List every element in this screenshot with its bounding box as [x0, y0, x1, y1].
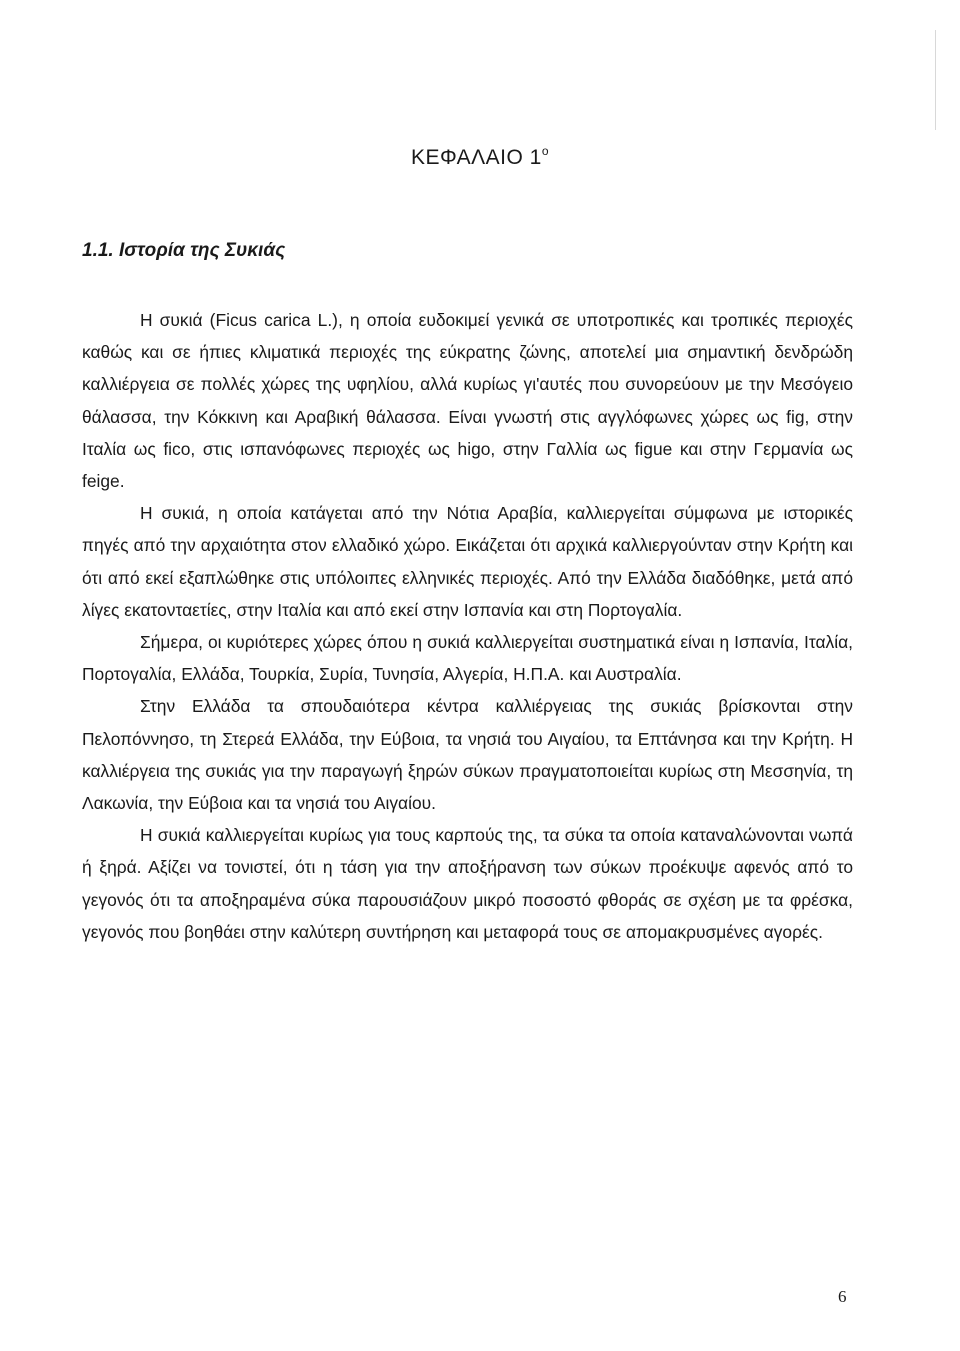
scan-edge-line	[935, 30, 936, 130]
paragraph: Σήμερα, οι κυριότερες χώρες όπου η συκιά καλλιεργείται συστηματικά είναι η Ισπανία, Ιταλία, Πορτογαλία, Ελλάδα, Τουρκία, Συρία, Τυνησία, Αλγερία, Η.Π.Α. και Αυστραλία.	[82, 632, 853, 685]
chapter-title-text: ΚΕΦΑΛΑΙΟ 1	[410, 146, 542, 169]
paragraph: Η συκιά καλλιεργείται κυρίως για τους καρπούς της, τα σύκα τα οποία καταναλώνονται νωπά ή ξηρά. Αξίζει να τονιστεί, ότι η τάση για την αποξήρανση των σύκων προέκυψε αφενός από το γεγονός ότι τα αποξηραμένα σύκα παρουσιάζουν μικρό ποσοστό φθοράς σε σχέση με τα φρέσκα, γεγονός που βοηθάει στην καλύτερη συντήρηση και μεταφορά τους σε απομακρυσμένες αγορές.	[82, 825, 853, 942]
chapter-title	[0, 146, 960, 170]
page-number: 6	[838, 1287, 847, 1306]
body-text	[82, 304, 853, 948]
section-title: 1.1. Ιστορία της Συκιάς	[82, 240, 286, 261]
paragraph: Στην Ελλάδα τα σπουδαιότερα κέντρα καλλιέργειας της συκιάς βρίσκονται στην Πελοπόννησο, τη Στερεά Ελλάδα, την Εύβοια, τα νησιά του Αιγαίου, τα Επτάνησα και την Κρήτη. Η καλλιέργεια της συκιάς για την παραγωγή ξηρών σύκων πραγματοποιείται κυρίως στη Μεσσηνία, τη Λακωνία, την Εύβοια και τα νησιά του Αιγαίου.	[82, 696, 853, 814]
paragraph: Η συκιά (Ficus carica L.), η οποία ευδοκιμεί γενικά σε υποτροπικές και τροπικές περιοχές καθώς και σε ήπιες κλιματικά περιοχές της εύκρατης ζώνης, αποτελεί μια σημαντική δενδρώδη καλλιέργεια σε πολλές χώρες της υφηλίου, αλλά κυρίως γι'αυτές που συνορεύουν με την Μεσόγειο θάλασσα, την Κόκκινη και Αραβική θάλασσα. Είναι γνωστή στις αγγλόφωνες χώρες ως fig, στην Ιταλία ως fico, στις ισπανόφωνες περιοχές ως higo, στην Γαλλία ως figue και στην Γερμανία ως feige.	[82, 310, 853, 492]
paragraph: Η συκιά, η οποία κατάγεται από την Νότια Αραβία, καλλιεργείται σύμφωνα με ιστορικές πηγές από την αρχαιότητα στον ελλαδικό χώρο. Εικάζεται ότι αρχικά καλλιεργούνταν στην Κρήτη και ότι από εκεί εξαπλώθηκε στις υπόλοιπες ελληνικές περιοχές. Από την Ελλάδα διαδόθηκε, μετά από λίγες εκατονταετίες, στην Ιταλία και από εκεί στην Ισπανία και στη Πορτογαλία.	[82, 503, 853, 620]
chapter-title-superscript: ο	[541, 144, 550, 158]
